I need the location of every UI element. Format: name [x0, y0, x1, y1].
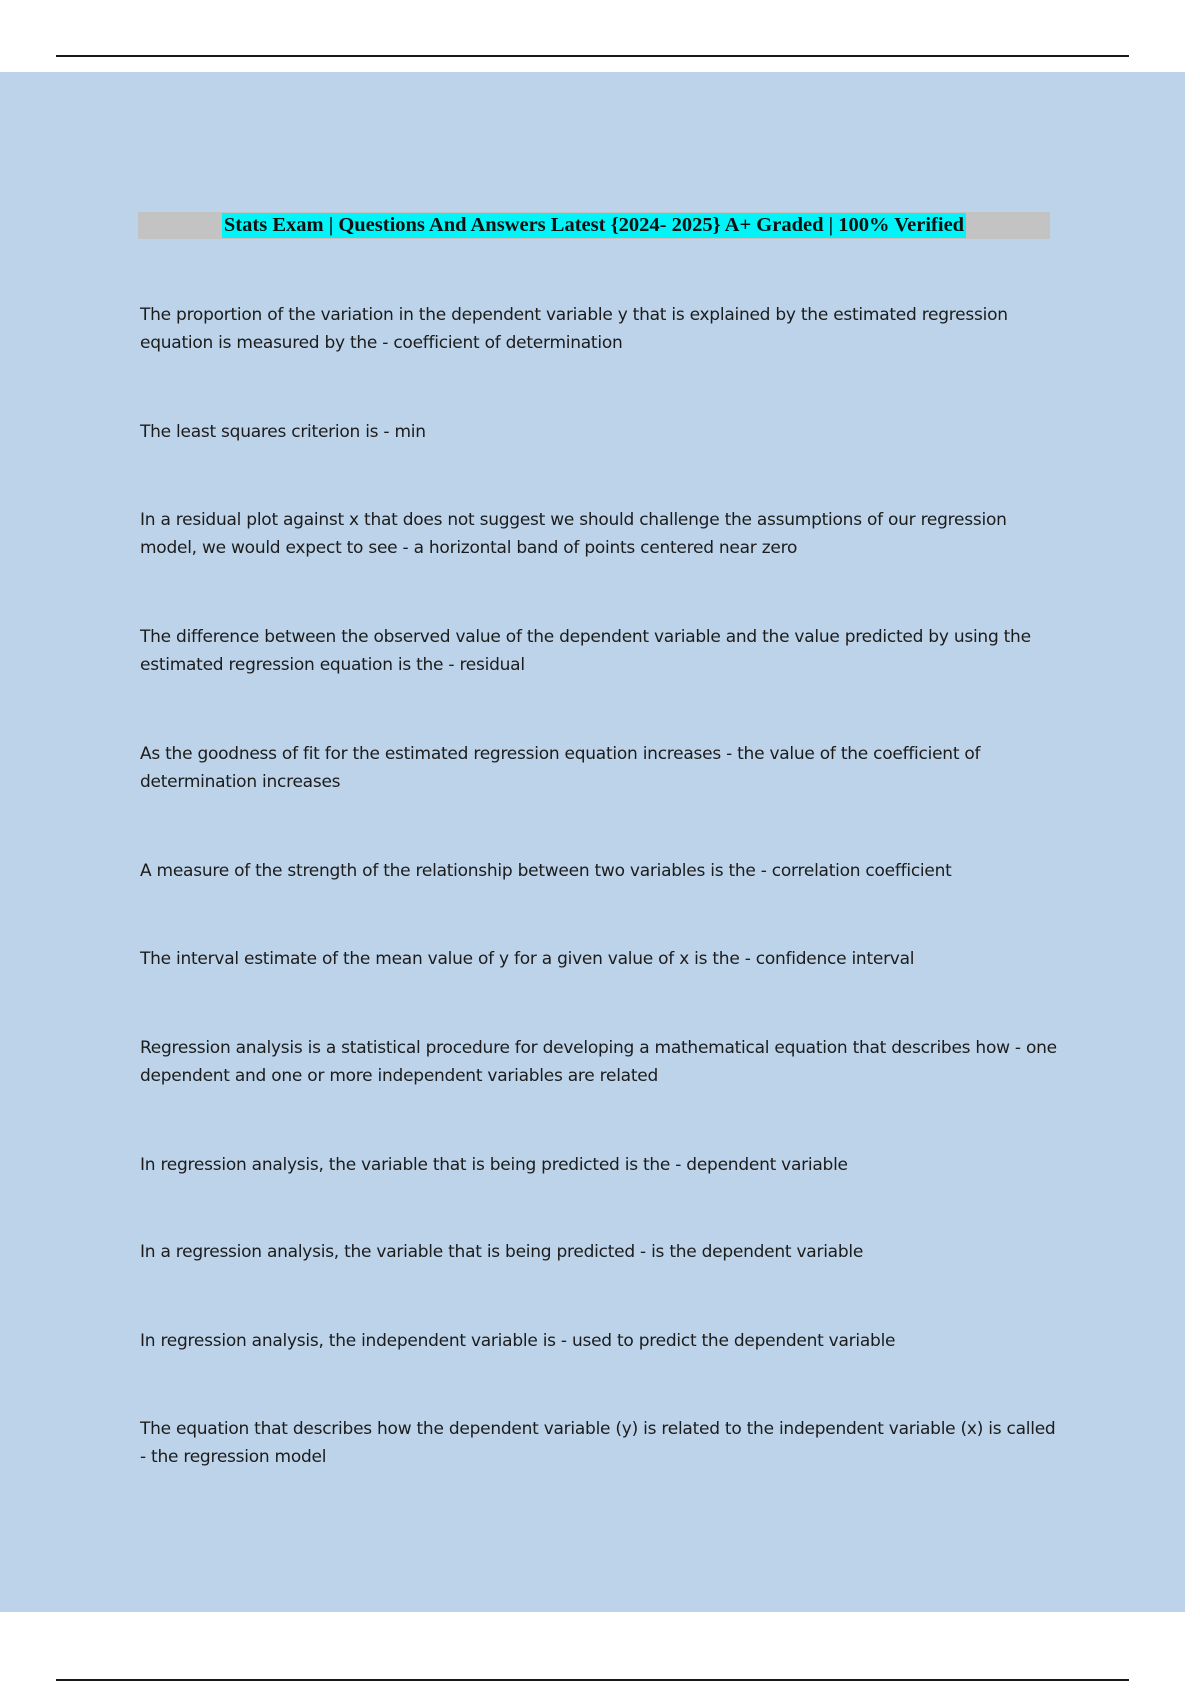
bottom-rule [56, 1679, 1129, 1681]
qa-item-12: The equation that describes how the dependent variable (y) is related to the independent variable (x) is called - the regression model [140, 1419, 1056, 1467]
qa-item-3: In a residual plot against x that does not suggest we should challenge the assumptions of our regression model, we would expect to see - a horizontal band of points centered near zero [140, 510, 1007, 558]
qa-item-6: A measure of the strength of the relationship between two variables is the - correlation coefficient [140, 861, 952, 881]
qa-item-9: In regression analysis, the variable that is being predicted is the - dependent variable [140, 1155, 848, 1175]
qa-item-7: The interval estimate of the mean value of y for a given value of x is the - confidence interval [140, 949, 915, 969]
qa-item-11: In regression analysis, the independent variable is - used to predict the dependent variable [140, 1331, 896, 1351]
qa-item-5: As the goodness of fit for the estimated regression equation increases - the value of the coefficient of determination increases [140, 744, 981, 792]
qa-item-4: The difference between the observed value of the dependent variable and the value predicted by using the estimated regression equation is the - residual [140, 627, 1031, 675]
qa-item-1: The proportion of the variation in the dependent variable y that is explained by the estimated regression equation is measured by the - coefficient of determination [140, 305, 1008, 353]
qa-item-10: In a regression analysis, the variable that is being predicted - is the dependent variable [140, 1242, 864, 1262]
qa-item-8: Regression analysis is a statistical procedure for developing a mathematical equation that describes how - one dependent and one or more independent variables are related [140, 1038, 1057, 1086]
qa-item-2: The least squares criterion is - min [140, 422, 426, 442]
top-rule [56, 55, 1129, 57]
document-title: Stats Exam | Questions And Answers Latest {2024- 2025} A+ Graded | 100% Verified [223, 214, 965, 236]
title-bar [138, 212, 1050, 239]
